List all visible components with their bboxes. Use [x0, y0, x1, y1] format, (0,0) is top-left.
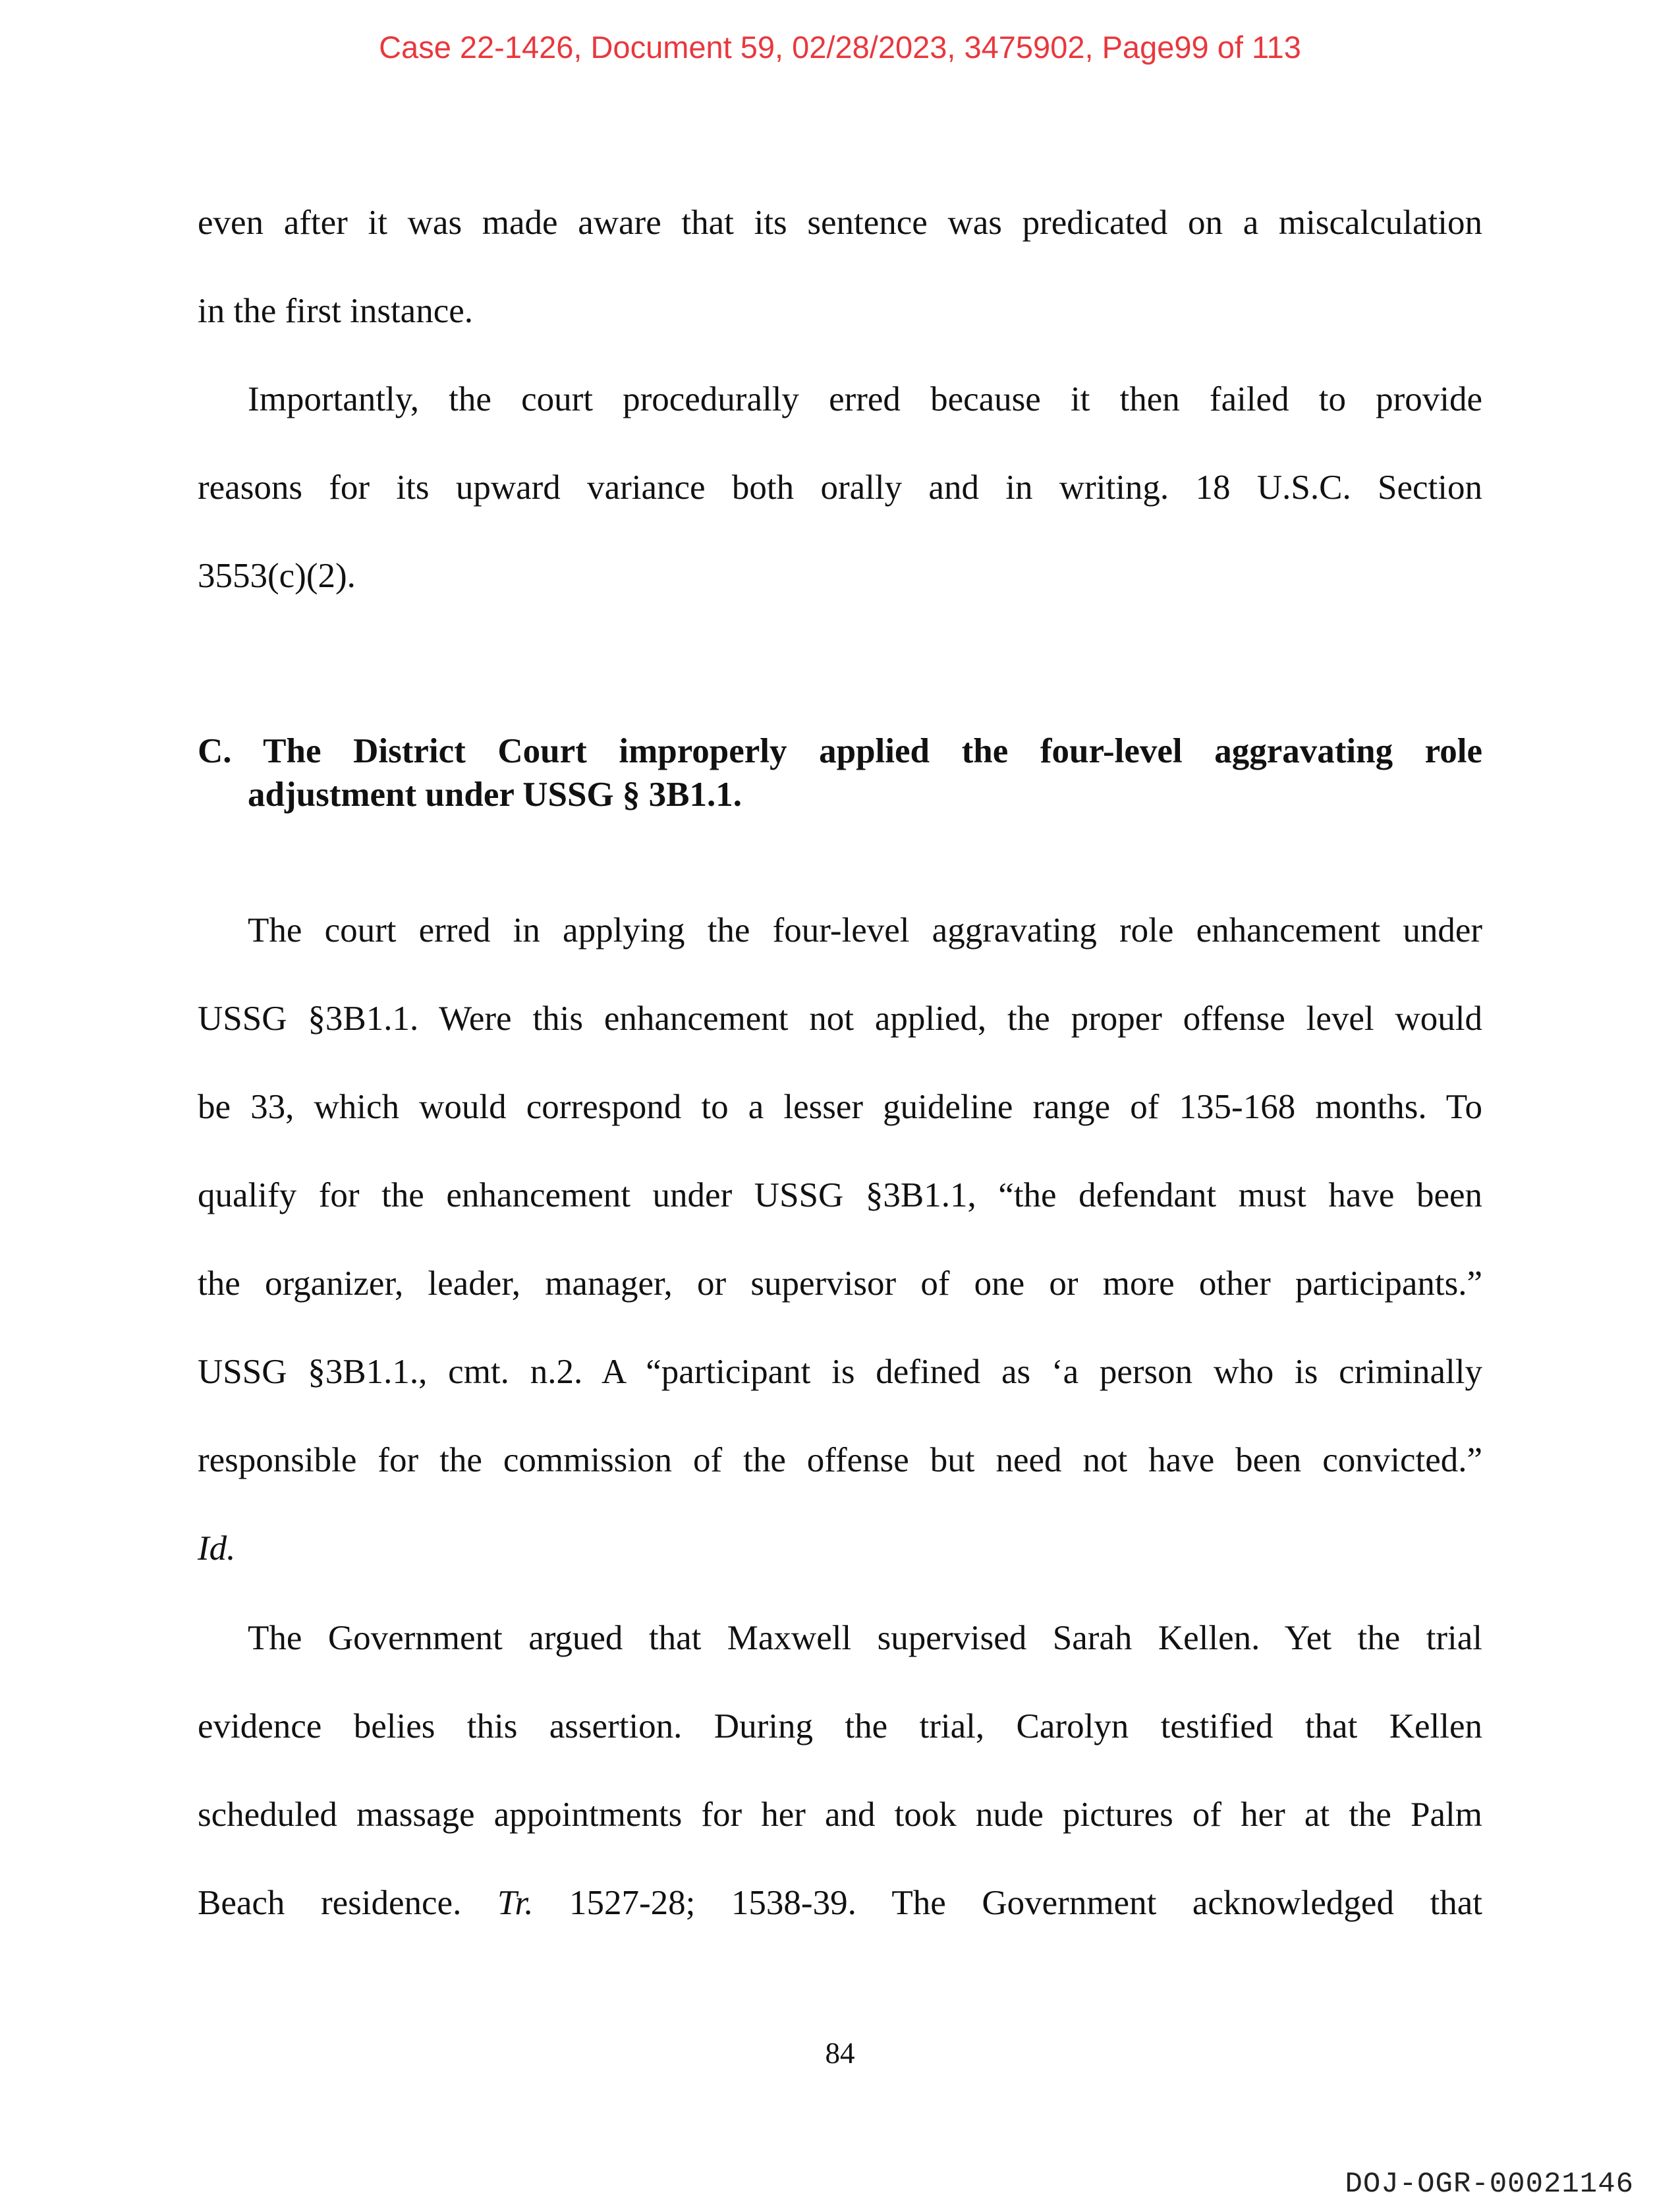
case-header-stamp: Case 22-1426, Document 59, 02/28/2023, 3475902, Page99 of 113: [379, 30, 1301, 65]
text-line: USSG §3B1.1., cmt. n.2. A “participant is defined as ‘a person who is criminally: [198, 1353, 1482, 1391]
page-number: 84: [825, 2037, 855, 2070]
heading-marker: C.: [198, 732, 232, 770]
heading-text-line-1: The District Court improperly applied the four-level aggravating role: [263, 732, 1482, 770]
text-line: [198, 1527, 1482, 1570]
text-line: the organizer, leader, manager, or supervisor of one or more other participants.”: [198, 1264, 1482, 1303]
text-line: USSG §3B1.1. Were this enhancement not applied, the proper offense level would: [198, 1000, 1482, 1038]
heading-line-2: adjustment under USSG § 3B1.1.: [248, 776, 742, 814]
text-line: even after it was made aware that its sentence was predicated on a miscalculation: [198, 204, 1482, 242]
text-line: The Government argued that Maxwell supervised Sarah Kellen. Yet the trial: [248, 1619, 1482, 1657]
heading-line-1: [198, 730, 1482, 772]
transcript-citation: Tr.: [497, 1884, 534, 1922]
text-line: evidence belies this assertion. During the trial, Carolyn testified that Kellen: [198, 1707, 1482, 1745]
text-segment: 1527-28; 1538-39. The Government acknowledged that: [533, 1884, 1482, 1922]
text-line: responsible for the commission of the offense but need not have been convicted.”: [198, 1441, 1482, 1479]
text-line: [198, 1882, 1482, 1924]
text-line: qualify for the enhancement under USSG §3B1.1, “the defendant must have been: [198, 1176, 1482, 1214]
text-line: in the first instance.: [198, 292, 473, 330]
text-line: be 33, which would correspond to a lesser guideline range of 135-168 months. To: [198, 1088, 1482, 1126]
id-citation: Id.: [198, 1529, 236, 1568]
bates-number: DOJ-OGR-00021146: [1345, 2168, 1634, 2201]
text-line: scheduled massage appointments for her and took nude pictures of her at the Palm: [198, 1796, 1482, 1834]
text-segment: Beach residence.: [198, 1884, 497, 1922]
text-line: 3553(c)(2).: [198, 557, 356, 595]
text-line: Importantly, the court procedurally erred because it then failed to provide: [248, 380, 1482, 418]
text-line: reasons for its upward variance both orally and in writing. 18 U.S.C. Section: [198, 468, 1482, 507]
text-line: The court erred in applying the four-level aggravating role enhancement under: [248, 911, 1482, 950]
